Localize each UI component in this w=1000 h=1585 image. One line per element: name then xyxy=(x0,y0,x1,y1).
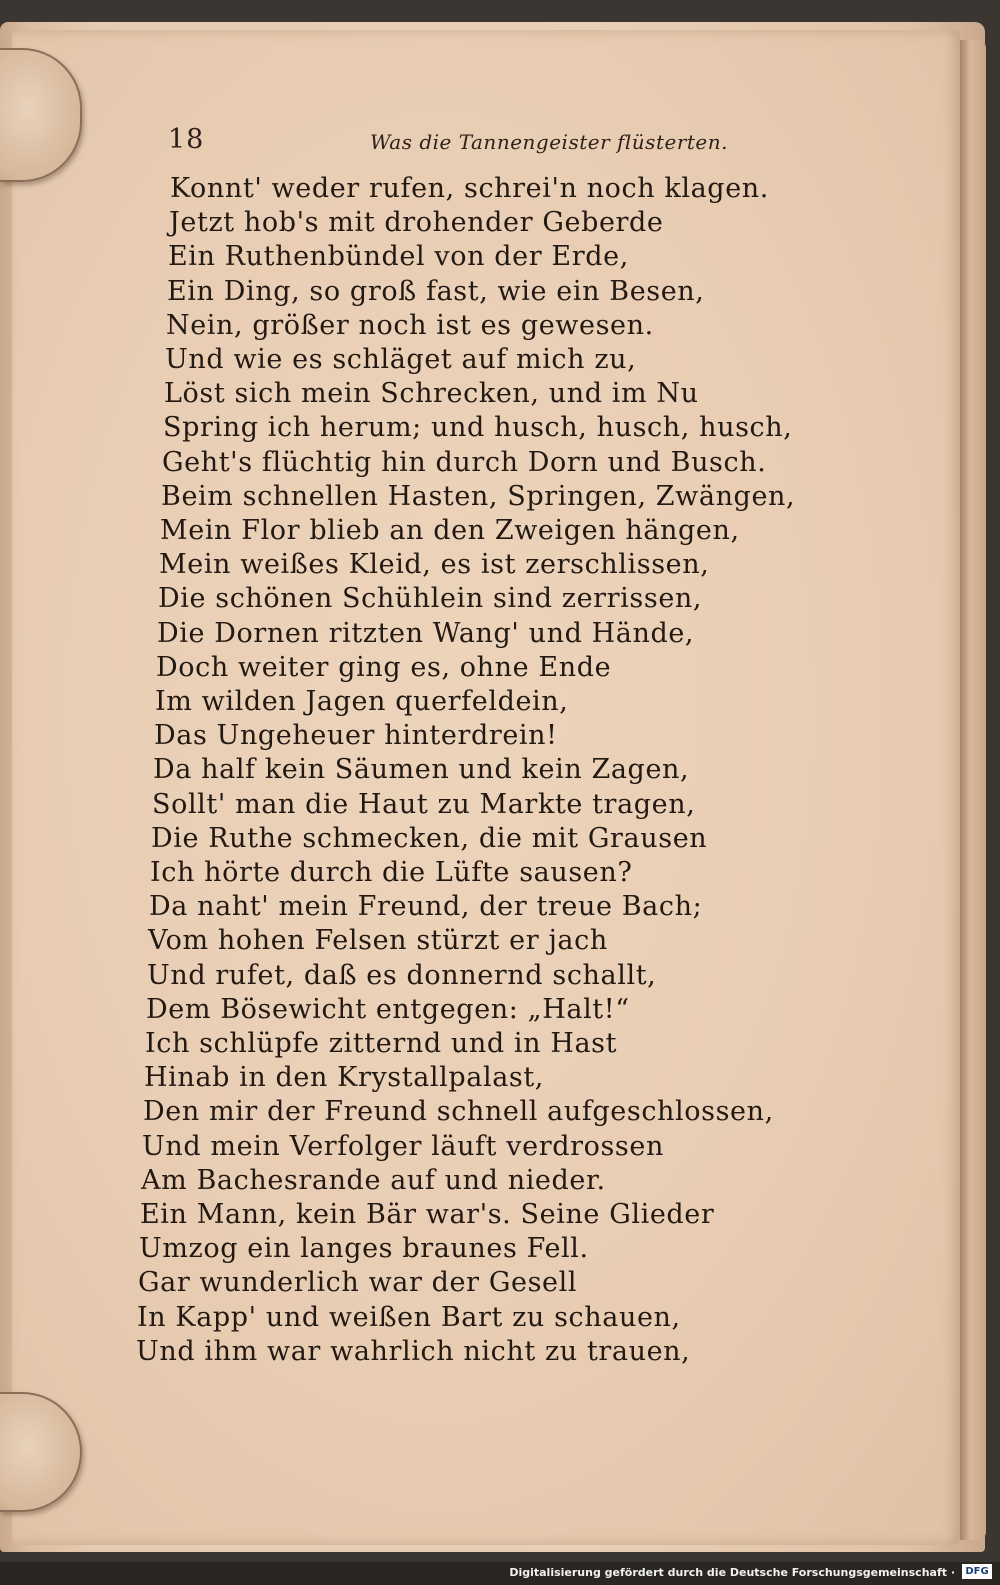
poem-line: Spring ich herum; und husch, husch, husch, xyxy=(163,412,793,444)
poem-line: Ein Mann, kein Bär war's. Seine Glieder xyxy=(140,1199,715,1230)
poem-line: Die schönen Schühlein sind zerrissen, xyxy=(158,583,703,615)
dfg-logo: DFG xyxy=(962,1564,992,1579)
poem-line: Und ihm war wahrlich nicht zu trauen, xyxy=(136,1335,691,1367)
poem-line: Und wie es schläget auf mich zu, xyxy=(165,344,637,375)
poem-line: Da half kein Säumen und kein Zagen, xyxy=(153,754,690,786)
page-number: 18 xyxy=(168,124,205,155)
running-head xyxy=(168,124,728,164)
poem-line: Im wilden Jagen querfeldein, xyxy=(155,686,569,717)
poem-line: Konnt' weder rufen, schrei'n noch klagen. xyxy=(170,173,769,204)
poem-line: Vom hohen Felsen stürzt er jach xyxy=(148,925,608,957)
poem-line: Gar wunderlich war der Gesell xyxy=(138,1267,578,1299)
poem-text xyxy=(0,172,960,1392)
poem-line: Mein weißes Kleid, es ist zerschlissen, xyxy=(159,549,710,581)
poem-line: Ein Ruthenbündel von der Erde, xyxy=(168,241,629,273)
poem-line: Mein Flor blieb an den Zweigen hängen, xyxy=(160,515,740,546)
digitization-credit: Digitalisierung gefördert durch die Deutsche Forschungsgemeinschaft · xyxy=(509,1566,955,1579)
poem-line: Löst sich mein Schrecken, und im Nu xyxy=(164,378,699,410)
running-title: Was die Tannengeister flüsterten. xyxy=(369,130,728,154)
poem-line: Ich hörte durch die Lüfte sausen? xyxy=(150,857,633,888)
poem-line: Das Ungeheuer hinterdrein! xyxy=(154,720,558,752)
poem-line: Sollt' man die Haut zu Markte tragen, xyxy=(152,788,696,820)
poem-line: Da naht' mein Freund, der treue Bach; xyxy=(149,891,703,923)
poem-line: Doch weiter ging es, ohne Ende xyxy=(156,651,612,683)
poem-line: In Kapp' und weißen Bart zu schauen, xyxy=(137,1301,681,1333)
poem-line: Und mein Verfolger läuft verdrossen xyxy=(142,1130,664,1162)
poem-line: Die Dornen ritzten Wang' und Hände, xyxy=(157,617,695,649)
poem-line: Den mir der Freund schnell aufgeschlossen, xyxy=(143,1096,774,1128)
poem-line: Dem Bösewicht entgegen: „Halt!“ xyxy=(146,993,630,1025)
poem-line: Und rufet, daß es donnernd schallt, xyxy=(147,959,657,991)
poem-line: Beim schnellen Hasten, Springen, Zwängen, xyxy=(161,480,796,512)
poem-line: Die Ruthe schmecken, die mit Grausen xyxy=(151,822,708,854)
poem-line: Jetzt hob's mit drohender Geberde xyxy=(169,207,664,239)
poem-line: Ein Ding, so groß fast, wie ein Besen, xyxy=(167,275,705,307)
page-edge xyxy=(960,40,986,1540)
poem-line: Ich schlüpfe zitternd und in Hast xyxy=(145,1028,618,1059)
poem-line: Nein, größer noch ist es gewesen. xyxy=(166,309,654,341)
poem-line: Umzog ein langes braunes Fell. xyxy=(139,1233,589,1265)
poem-line: Am Bachesrande auf und nieder. xyxy=(141,1164,606,1196)
poem-line: Geht's flüchtig hin durch Dorn und Busch. xyxy=(162,446,767,478)
poem-line: Hinab in den Krystallpalast, xyxy=(144,1062,544,1094)
